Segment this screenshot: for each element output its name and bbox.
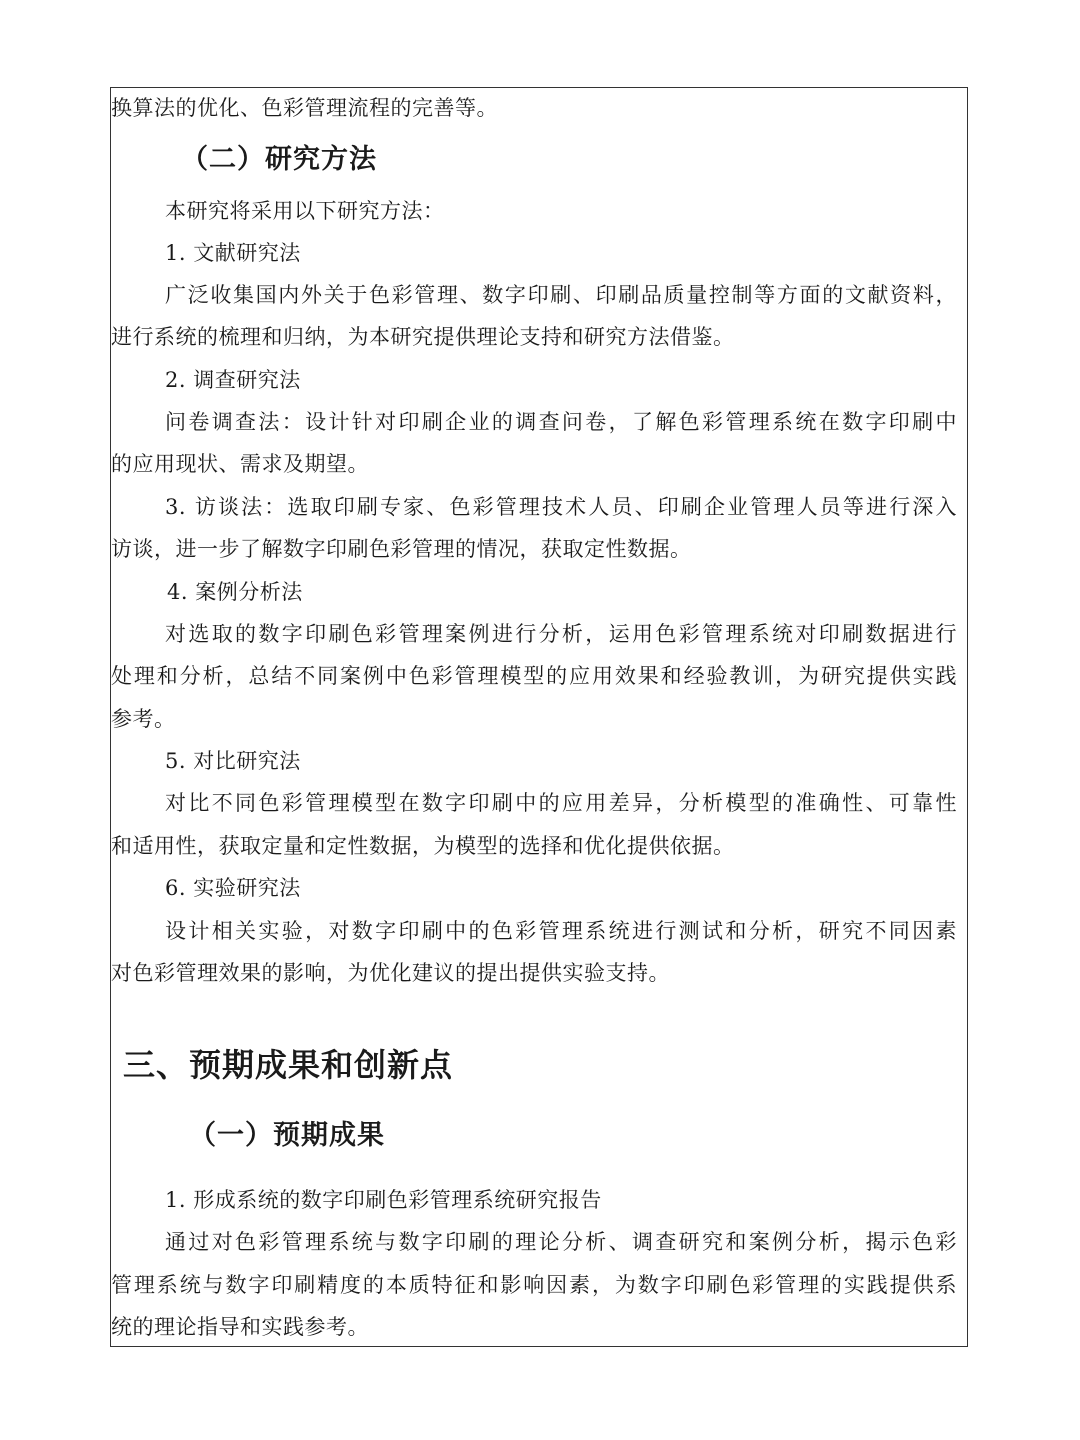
paragraph-line: 问卷调查法：设计针对印刷企业的调查问卷，了解色彩管理系统在数字印刷中 <box>165 410 957 434</box>
paragraph-line: 设计相关实验，对数字印刷中的色彩管理系统进行测试和分析，研究不同因素 <box>165 919 957 943</box>
paragraph-line: 处理和分析，总结不同案例中色彩管理模型的应用效果和经验教训，为研究提供实践 <box>111 664 957 688</box>
paragraph-line: 和适用性，获取定量和定性数据，为模型的选择和优化提供依据。 <box>111 834 735 858</box>
document-frame <box>110 87 968 1347</box>
paragraph-line: 进行系统的梳理和归纳，为本研究提供理论支持和研究方法借鉴。 <box>111 325 735 349</box>
paragraph-line: 换算法的优化、色彩管理流程的完善等。 <box>111 96 498 120</box>
paragraph-line: 对比不同色彩管理模型在数字印刷中的应用差异，分析模型的准确性、可靠性 <box>165 791 957 815</box>
paragraph-line: 统的理论指导和实践参考。 <box>111 1315 369 1339</box>
paragraph-line: 对色彩管理效果的影响，为优化建议的提出提供实验支持。 <box>111 961 670 985</box>
list-item-title: 4. 案例分析法 <box>167 580 303 604</box>
list-item-title: 2. 调查研究法 <box>165 368 301 392</box>
paragraph-line: 本研究将采用以下研究方法： <box>165 199 445 223</box>
list-item-title: 5. 对比研究法 <box>165 749 301 773</box>
list-item-title: 1. 文献研究法 <box>165 241 301 265</box>
section-heading-expected-outcomes: （一）预期成果 <box>189 1120 385 1151</box>
section-heading-expected-outcomes-innovations: 三、预期成果和创新点 <box>123 1046 454 1084</box>
list-item-title: 6. 实验研究法 <box>165 876 301 900</box>
paragraph-line: 对选取的数字印刷色彩管理案例进行分析，运用色彩管理系统对印刷数据进行 <box>165 622 957 646</box>
paragraph-line: 的应用现状、需求及期望。 <box>111 452 369 476</box>
paragraph-line: 访谈，进一步了解数字印刷色彩管理的情况，获取定性数据。 <box>111 537 692 561</box>
paragraph-line: 参考。 <box>111 707 176 731</box>
paragraph-line: 3. 访谈法：选取印刷专家、色彩管理技术人员、印刷企业管理人员等进行深入 <box>165 495 957 519</box>
list-item-title: 1. 形成系统的数字印刷色彩管理系统研究报告 <box>165 1188 602 1212</box>
paragraph-line: 广泛收集国内外关于色彩管理、数字印刷、印刷品质量控制等方面的文献资料， <box>165 283 957 307</box>
paragraph-line: 管理系统与数字印刷精度的本质特征和影响因素，为数字印刷色彩管理的实践提供系 <box>111 1273 957 1297</box>
section-heading-research-methods: （二）研究方法 <box>181 144 377 175</box>
paragraph-line: 通过对色彩管理系统与数字印刷的理论分析、调查研究和案例分析，揭示色彩 <box>165 1230 957 1254</box>
